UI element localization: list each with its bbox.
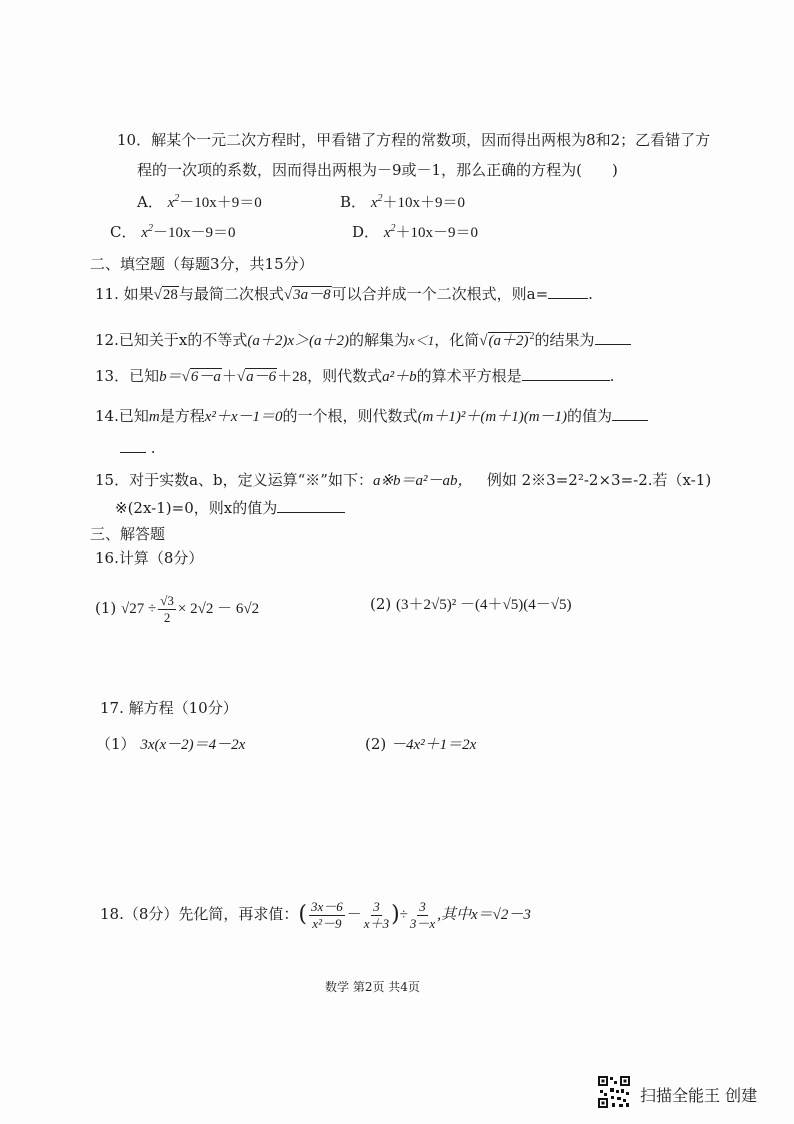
q10-option-b: B． $x^2+10x+9=0$ xyxy=(340,193,465,211)
q10-option-d: D． $x^2+10x-9=0$ xyxy=(352,223,478,241)
q14-continued: . xyxy=(120,438,156,458)
q17-part1: （1） 3x(x－2)＝4－2x xyxy=(96,735,246,753)
q12: 12.已知关于x的不等式(a＋2)x＞(a＋2)的解集为x＜1，化简$√(a+2)^2$的结果为 xyxy=(95,330,631,351)
q11-answer-blank xyxy=(548,284,588,299)
section-solve-title: 三、解答题 xyxy=(90,525,166,543)
q10-option-c: C． $x^2-10x-9=0$ xyxy=(110,223,236,241)
q17-title: 17. 解方程（10分） xyxy=(100,699,238,717)
q10-line2: 程的一次项的系数，因而得出两根为－9或－1，那么正确的方程为( ) xyxy=(137,161,618,179)
q16-fraction: $\frac{√3}{2}$ xyxy=(160,592,174,625)
q17-part2: (2) －4x²＋1＝2x xyxy=(365,735,477,753)
q11: 11. 如果√28与最简二次根式√3a－8可以合并成一个二次根式，则a= . xyxy=(95,285,593,303)
scanner-brand-label: 扫描全能王 创建 xyxy=(640,1086,758,1105)
q18-fraction-1: $\frac{3x-6}{\text{x²－9}}$ xyxy=(311,898,343,931)
section-fill-in-title: 二、填空题（每题3分，共15分） xyxy=(90,255,314,273)
q16-part2: (2) (3＋2√5)² －(4＋√5)(4－√5) xyxy=(370,595,572,613)
q13-answer-blank xyxy=(522,366,610,381)
q14-answer-blank-1 xyxy=(612,406,648,421)
q16-title: 16.计算（8分） xyxy=(95,549,204,567)
q15-line1: 15．对于实数a、b，定义运算“※”如下：a※b＝a²－ab， 例如 2※3=2²-2×3=-2.若（x-1) xyxy=(95,471,712,489)
q12-answer-blank xyxy=(595,330,631,345)
q18: 18.（8分）先化简，再求值：( $\frac{3x-6}{\text{x²－9}}$ － $\frac{3}{x+3}$ )÷ $\frac{3}{3-x}$ ,其中x＝√2－3 xyxy=(100,898,531,931)
q18-fraction-3: $\frac{3}{3-x}$ xyxy=(409,898,436,931)
q14-answer-blank-2 xyxy=(120,438,146,453)
page-footer: 数学 第2页 共4页 xyxy=(325,980,420,994)
q14: 14.已知m是方程x²＋x－1＝0的一个根，则代数式(m＋1)²＋(m＋1)(m－1)的值为 xyxy=(95,406,648,427)
q10-line1: 10．解某个一元二次方程时，甲看错了方程的常数项，因而得出两根为8和2；乙看错了方 xyxy=(117,131,711,149)
q13: 13．已知b＝√6－a＋√a－6＋28，则代数式a²＋b的算术平方根是 . xyxy=(95,367,615,385)
q18-fraction-2: $\frac{3}{x+3}$ xyxy=(363,898,390,931)
qr-code-icon xyxy=(597,1075,631,1109)
q15-line2: ※(2x-1)=0，则x的值为 xyxy=(115,498,345,518)
q16-part1: (1) √27 ÷ $\frac{√3}{2}$ × 2√2 － 6√2 xyxy=(95,592,260,625)
q15-answer-blank xyxy=(277,498,345,513)
q10-option-a: A． $x^2-10x+9=0$ xyxy=(137,193,262,211)
